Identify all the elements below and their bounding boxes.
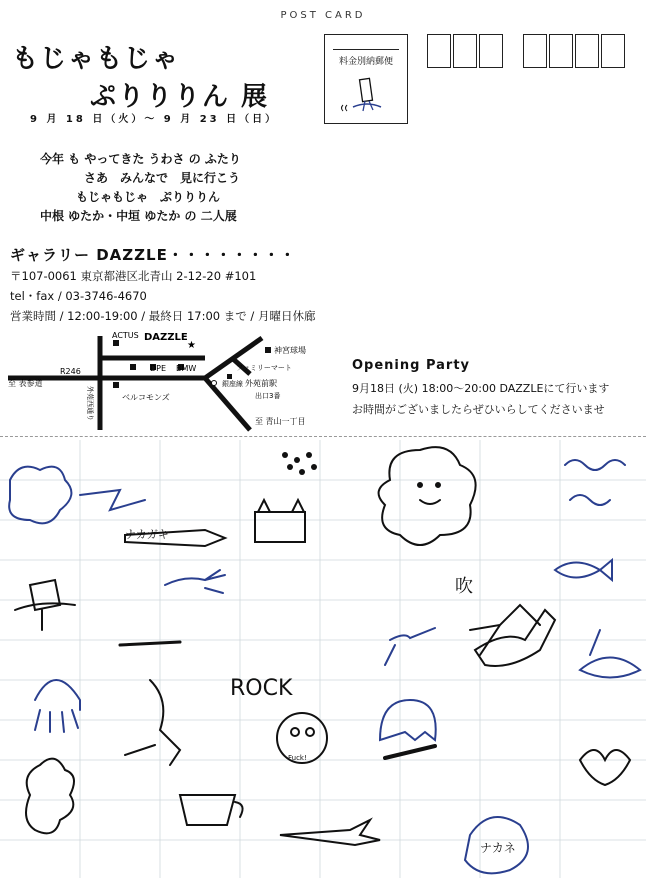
map-label-omotesando: 至 表参道 xyxy=(8,379,43,388)
title-line-2: ぷりりりん 展 xyxy=(90,82,270,112)
map-star-icon: ★ xyxy=(187,340,196,351)
map-jingu-marker xyxy=(265,347,271,353)
party-title: Opening Party xyxy=(352,358,471,373)
bar-doodle xyxy=(120,642,180,645)
map-label-gaien-station: 外苑前駅 xyxy=(245,379,277,388)
cat-doodle xyxy=(255,512,305,542)
stamp-box xyxy=(324,34,408,124)
swordfish-doodle xyxy=(280,820,380,845)
doodle-text-fuck: Fuck! xyxy=(288,754,307,762)
tree-doodle xyxy=(26,759,74,834)
map-actus-marker xyxy=(113,340,119,346)
divider xyxy=(0,436,646,437)
map-label-exit: 出口3番 xyxy=(255,392,281,400)
tall-bird-doodle xyxy=(125,680,180,765)
jellyfish-doodle xyxy=(35,680,80,732)
postcard-label: POST CARD xyxy=(280,10,366,21)
party-line-2: お時間がございましたらぜひいらしてくださいませ xyxy=(352,403,605,416)
hat-man-doodle xyxy=(15,580,75,630)
gallery-name: ギャラリー DAZZLE・・・・・・・・ xyxy=(10,246,296,264)
zip-box xyxy=(601,34,625,68)
doodle-text-rock: ROCK xyxy=(230,676,293,701)
grid-lines xyxy=(0,440,646,878)
map-label-dazzle: DAZZLE xyxy=(144,332,188,343)
party-line-1: 9月18日 (火) 18:00〜20:00 DAZZLEにて行います xyxy=(352,382,610,395)
map-station-marker xyxy=(212,381,217,386)
zigzag-doodle xyxy=(80,490,145,510)
intro-line: 中根 ゆたか・中垣 ゆたか の 二人展 xyxy=(40,209,237,223)
map-marker xyxy=(130,364,136,370)
doodle-text-nakane: ナカネ xyxy=(480,841,516,855)
opening-hours: 営業時間 / 12:00-19:00 / 最終日 17:00 まで / 月曜日休廊 xyxy=(10,309,316,323)
stamp-doodle xyxy=(325,35,407,123)
map-label-actus: ACTUS xyxy=(112,331,139,340)
map-label-bmw: BMW xyxy=(176,364,197,373)
access-map xyxy=(0,318,346,436)
cloud-character-doodle xyxy=(379,447,476,545)
intro-line: もじゃもじゃ ぷりりりん xyxy=(76,190,221,204)
zip-box xyxy=(427,34,451,68)
doodle-illustrations xyxy=(0,440,646,878)
bar-doodle xyxy=(385,746,435,758)
map-label-gaien-nishi: 外苑西通り xyxy=(86,386,94,421)
map-label-r246: R246 xyxy=(60,367,81,376)
zip-box xyxy=(453,34,477,68)
arm-doodle xyxy=(475,610,555,666)
zip-box xyxy=(479,34,503,68)
bird-doodle xyxy=(385,628,435,665)
cup-doodle xyxy=(180,795,243,825)
title-line-1: もじゃもじゃ xyxy=(12,44,181,74)
intro-line: 今年 も やってきた うわさ の ふたり xyxy=(40,152,241,166)
zip-box xyxy=(549,34,573,68)
blob-doodle xyxy=(9,467,71,524)
gallery-info xyxy=(10,266,315,326)
tel-fax: tel・fax / 03-3746-4670 xyxy=(10,289,147,303)
stamp-text: 料金別納郵便 xyxy=(338,57,393,67)
intro-line: さあ みんなで 見に行こう xyxy=(84,171,241,185)
ufo-doodle xyxy=(580,630,640,678)
intro-text xyxy=(40,150,241,226)
map-label-ginza: 銀座線 xyxy=(222,380,243,388)
hand-doodle xyxy=(165,570,225,593)
doodle-text-nakagaki: ナカガキ xyxy=(125,528,169,541)
dots-doodle xyxy=(282,452,317,475)
heart-doodle xyxy=(580,750,630,785)
map-label-jingu: 神宮球場 xyxy=(274,346,306,355)
zip-box xyxy=(575,34,599,68)
zip-box xyxy=(523,34,547,68)
map-label-bellcommons: ベルコモンズ xyxy=(122,393,170,402)
map-label-dpe: DPE xyxy=(150,364,167,373)
squiggle-doodle xyxy=(565,460,625,505)
map-family-marker xyxy=(227,374,232,379)
fish-doodle xyxy=(555,560,612,580)
map-label-aoyama: 至 青山一丁目 xyxy=(255,417,306,426)
map-marker xyxy=(113,382,119,388)
exhibition-dates: 9 月 18 日（火）〜 9 月 23 日（日） xyxy=(30,114,279,125)
map-label-family: ファミリーマート xyxy=(236,364,292,372)
doodle-text-fuki: 吹 xyxy=(455,576,473,597)
address: 〒107-0061 東京都港区北青山 2-12-20 #101 xyxy=(10,269,257,283)
